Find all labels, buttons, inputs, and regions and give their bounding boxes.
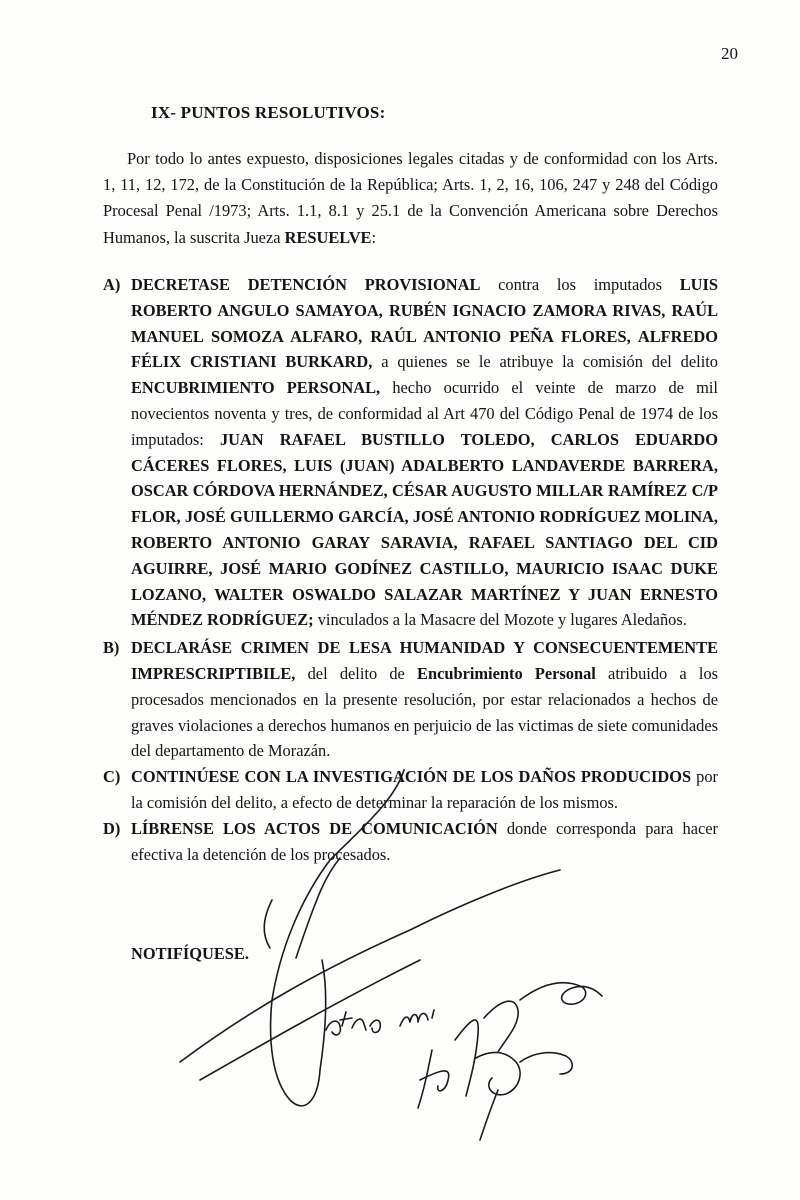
resolution-bold-text: JUAN RAFAEL BUSTILLO TOLEDO, CARLOS EDUARDO CÁCERES FLORES, LUIS (JUAN) ADALBERTO LANDAVERDE BARRERA, OSCAR CÓRDOVA HERNÁNDEZ, CÉSAR AUGUSTO MILLAR RAMÍREZ C/P FLOR, JOSÉ GUILLERMO GARCÍA, JOSÉ ANTONIO RODRÍGUEZ MOLINA, ROBERTO ANTONIO GARAY SARAVIA, RAFAEL SANTIAGO DEL CID AGUIRRE, JOSÉ MARIO GODÍNEZ CASTILLO, MAURICIO ISAAC DUKE LOZANO, WALTER OSWALDO SALAZAR MARTÍNEZ Y JUAN ERNESTO MÉNDEZ RODRÍGUEZ; — [131, 429, 718, 630]
resolutions-list — [103, 272, 718, 867]
resolution-bold-text: DECRETASE DETENCIÓN PROVISIONAL — [131, 275, 481, 294]
resolution-item — [103, 635, 718, 764]
resolution-bold-text: DECLARÁSE CRIMEN DE LESA HUMANIDAD Y CONSECUENTEMENTE IMPRESCRIPTIBILE, — [131, 638, 718, 683]
section-heading: IX- PUNTOS RESOLUTIVOS: — [151, 103, 386, 122]
resolution-bold-text: LUIS ROBERTO ANGULO SAMAYOA, RUBÉN IGNACIO ZAMORA RIVAS, RAÚL MANUEL SOMOZA ALFARO, RAÚL ANTONIO PEÑA FLORES, ALFREDO FÉLIX CRISTIANI BURKARD, — [131, 275, 719, 372]
signature-sweep-stroke — [180, 870, 560, 1062]
resolution-letter: B) — [103, 638, 120, 658]
resolution-body — [131, 272, 718, 633]
resolution-item — [103, 816, 718, 868]
resolution-bold-text: CONTINÚESE CON LA INVESTIGACIÓN DE LOS DAÑOS PRODUCIDOS — [131, 767, 692, 787]
resolution-item — [103, 272, 718, 633]
resolution-text: donde corresponda para hacer efectiva la detención de los procesados. — [131, 818, 718, 864]
signature-cross-stroke-2 — [264, 900, 272, 948]
resolution-text: a quienes se le atribuye la comisión del delito — [372, 352, 718, 372]
intro-paragraph — [103, 146, 718, 251]
resolution-item — [103, 764, 718, 816]
intro-bold-verb: RESUELVE — [284, 227, 372, 247]
resolution-text: hecho ocurrido el veinte de marzo de mil novecientos noventa y tres, de conformidad al Art 470 del Código Penal de 1974 de los imputados: — [131, 378, 718, 449]
resolution-text: por la comisión del delito, a efecto de determinar la reparación de los mismos. — [131, 767, 718, 812]
signature-cross-stroke — [296, 858, 340, 958]
signature-ante-mi — [326, 1010, 434, 1035]
resolution-bold-text: Encubrimiento Personal — [417, 663, 596, 683]
resolution-text: vinculados a la Masacre del Mozote y lugares Aledaños. — [313, 610, 687, 630]
resolution-text: atribuido a los procesados mencionados en la presente resolución, por estar relacionados a hechos de graves violaciones a derechos humanos en perjuicio de las victimas de siete comunidades del departamento de Morazán. — [131, 663, 719, 761]
page-number: 20 — [721, 44, 738, 63]
signature-main — [418, 983, 602, 1108]
resolution-letter: C) — [103, 767, 121, 787]
signature-tail — [476, 1052, 572, 1140]
intro-text: Por todo lo antes expuesto, disposiciones legales citadas y de conformidad con los Arts. 1, 11, 12, 172, de la Constitución de la República; Arts. 1, 2, 16, 106, 247 y 248 del Código Procesal Penal /1973; Arts. 1.1, 8.1 y 25.1 de la Convención Americana sobre Derechos Humanos, la suscrita Jueza — [103, 149, 718, 247]
resolution-text: del delito de — [295, 663, 418, 683]
resolution-body — [131, 816, 718, 868]
closing-notify: NOTIFÍQUESE. — [131, 944, 249, 963]
resolution-body — [131, 635, 718, 764]
resolution-text: contra los imputados — [480, 275, 680, 294]
resolution-letter: D) — [103, 818, 121, 838]
signature-sweep-stroke-2 — [200, 960, 420, 1080]
resolution-body — [131, 764, 718, 816]
resolution-bold-text: ENCUBRIMIENTO PERSONAL, — [131, 378, 381, 398]
resolution-letter: A) — [103, 275, 121, 294]
resolution-bold-text: LÍBRENSE LOS ACTOS DE COMUNICACIÓN — [131, 818, 498, 838]
intro-end: : — [371, 227, 377, 247]
